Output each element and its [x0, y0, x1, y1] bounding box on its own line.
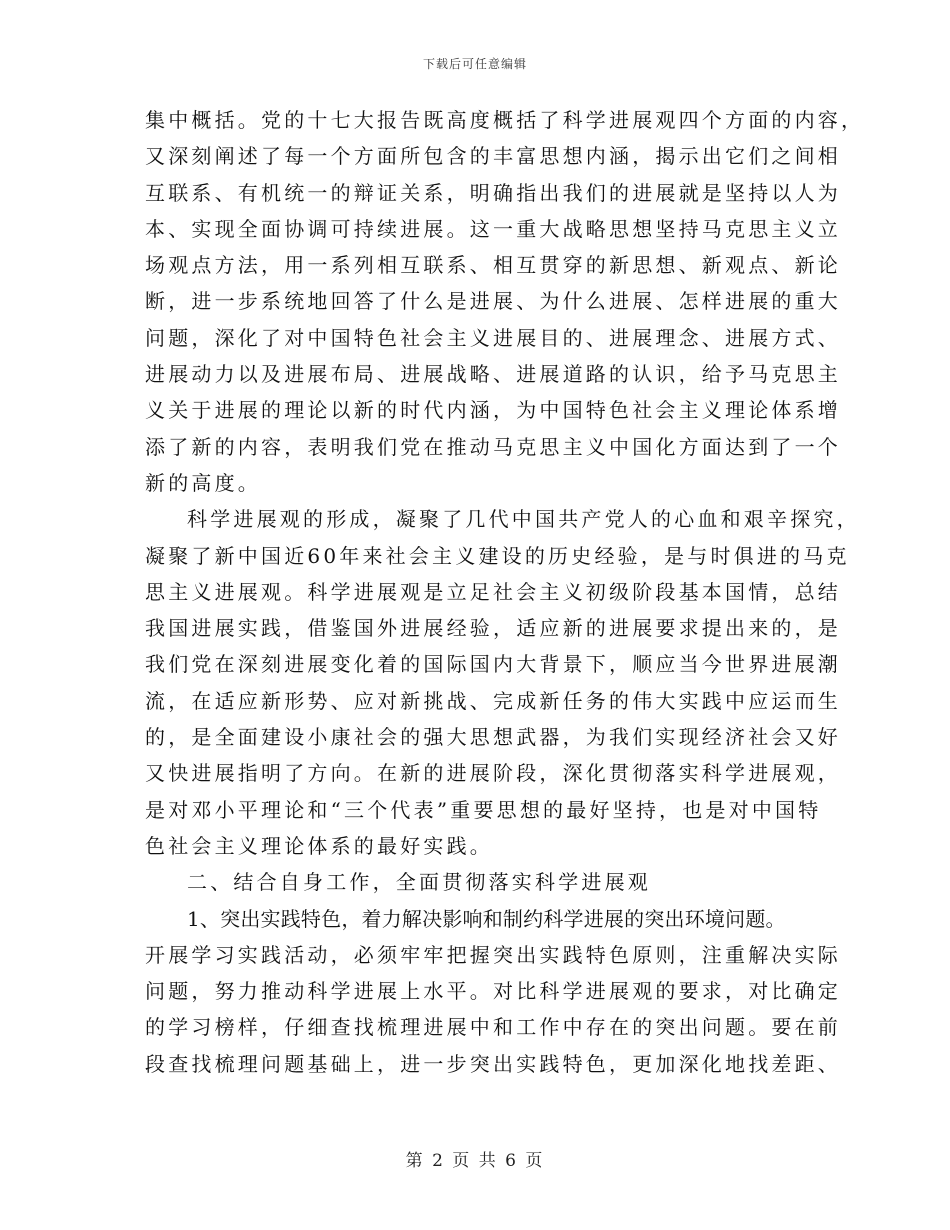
- text-line: 段查找梳理问题基础上，进一步突出实践特色，更加深化地找差距、: [145, 1051, 841, 1076]
- text-line: 科学进展观的形成，凝聚了几代中国共产党人的心血和艰辛探究，: [187, 507, 860, 532]
- text-line: 我国进展实践，借鉴国外进展经验，适应新的进展要求提出来的，是: [145, 616, 841, 641]
- heading-line: 二、结合自身工作，全面贯彻落实科学进展观: [187, 870, 651, 895]
- text-line: 色社会主义理论体系的最好实践。: [145, 833, 493, 858]
- text-line: 进展动力以及进展布局、进展战略、进展道路的认识，给予马克思主: [145, 362, 841, 387]
- text-line: 本、实现全面协调可持续进展。这一重大战略思想坚持马克思主义立: [145, 216, 841, 241]
- text-line: 义关于进展的理论以新的时代内涵，为中国特色社会主义理论体系增: [145, 398, 841, 423]
- text-line: 我们党在深刻进展变化着的国际国内大背景下，顺应当今世界进展潮: [145, 652, 841, 677]
- text-line: 的，是全面建设小康社会的强大思想武器，为我们实现经济社会又好: [145, 725, 841, 750]
- page-footer: 第 2 页 共 6 页: [405, 1151, 545, 1171]
- paragraph-3: [145, 901, 841, 1082]
- text-line: 场观点方法，用一系列相互联系、相互贯穿的新思想、新观点、新论: [145, 253, 841, 278]
- text-line: 又深刻阐述了每一个方面所包含的丰富思想内涵，揭示出它们之间相: [145, 144, 841, 169]
- paragraph-1: [145, 102, 865, 501]
- text-line: 问题，深化了对中国特色社会主义进展目的、进展理念、进展方式、: [145, 325, 841, 350]
- text-line: 集中概括。党的十七大报告既高度概括了科学进展观四个方面的内容，: [145, 108, 865, 132]
- text-line: 又快进展指明了方向。在新的进展阶段，深化贯彻落实科学进展观，: [145, 761, 841, 786]
- text-line: 互联系、有机统一的辩证关系，明确指出我们的进展就是坚持以人为: [145, 180, 841, 205]
- text-line: 开展学习实践活动，必须牢牢把握突出实践特色原则，注重解决实际: [145, 942, 841, 967]
- text-line: 思主义进展观。科学进展观是立足社会主义初级阶段基本国情，总结: [145, 579, 841, 604]
- text-line: 流，在适应新形势、应对新挑战、完成新任务的伟大实践中应运而生: [145, 688, 841, 713]
- paragraph-2: [145, 501, 860, 864]
- section-heading: [145, 864, 835, 900]
- text-line: 是对邓小平理论和“三个代表”重要思想的最好坚持，也是对中国特: [145, 797, 822, 822]
- text-line: 问题，努力推动科学进展上水平。对比科学进展观的要求，对比确定: [145, 979, 841, 1004]
- document-body: [145, 102, 865, 1082]
- text-line: 新的高度。: [145, 470, 261, 495]
- text-line: 断，进一步系统地回答了什么是进展、为什么进展、怎样进展的重大: [145, 289, 841, 314]
- text-line: 凝聚了新中国近60年来社会主义建设的历史经验，是与时俱进的马克: [145, 543, 850, 568]
- text-line: 的学习榜样，仔细查找梳理进展中和工作中存在的突出问题。要在前: [145, 1015, 841, 1040]
- text-line: 1、突出实践特色，着力解决影响和制约科学进展的突出环境问题。: [187, 906, 786, 931]
- text-line: 添了新的内容，表明我们党在推动马克思主义中国化方面达到了一个: [145, 434, 841, 459]
- page-header: 下载后可任意编辑: [422, 57, 527, 71]
